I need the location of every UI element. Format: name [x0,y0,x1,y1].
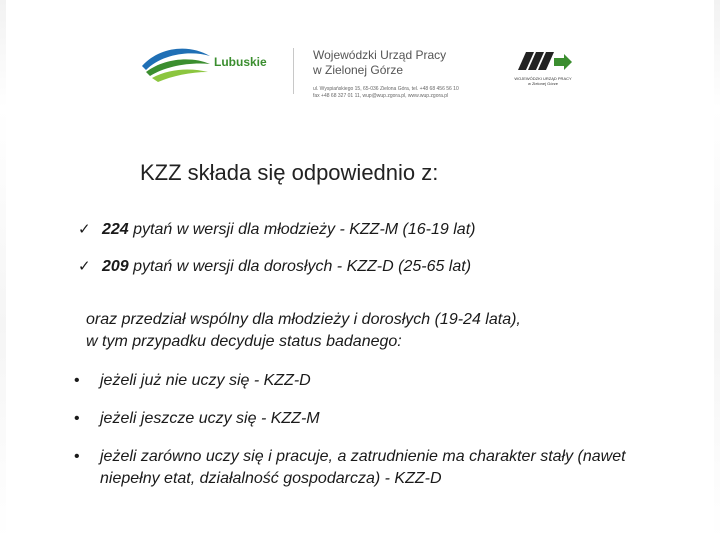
question-count: 209 [102,258,129,275]
bullet-dot-icon: • [74,410,80,427]
question-count: 224 [102,221,129,238]
list-item [74,370,674,392]
office-name-line1: Wojewódzki Urząd Pracy [313,48,447,62]
bullet-text: jeżeli jeszcze uczy się - KZZ-M [100,410,320,427]
address-line2: fax +48 68 327 01 11, wup@wup.zgora.pl, www.wup.zgora.pl [313,93,449,99]
address-line1: ul. Wyspiańskiego 15, 65-036 Zielona Góra, tel. +48 68 456 56 10 [313,86,459,92]
logo-caption-line2: w Zielonej Górze [527,81,558,86]
slide-header [0,0,720,120]
office-name [313,48,446,78]
office-address [313,86,459,100]
check-mark-icon: ✓ [78,258,91,275]
intro-paragraph [86,309,686,353]
page-title: KZZ składa się odpowiednio z: [140,160,439,185]
check-item-text: pytań w wersji dla młodzieży - KZZ-M (16-19 lat) [128,221,476,238]
check-item [78,257,475,294]
header-divider [293,48,294,94]
intro-line2: w tym przypadku decyduje status badanego: [86,333,402,350]
check-item [78,220,475,257]
list-item [74,408,674,430]
intro-line1: oraz przedział wspólny dla młodzieży i dorosłych (19-24 lata), [86,311,521,328]
office-name-line2: w Zielonej Górze [313,63,404,77]
check-item-text: pytań w wersji dla dorosłych - KZZ-D (25-65 lat) [128,258,472,275]
bullet-text: jeżeli już nie uczy się - KZZ-D [100,372,311,389]
lubuskie-brand-text: Lubuskie [214,55,267,69]
bullet-list [74,370,674,506]
bullet-dot-icon: • [74,372,80,389]
list-item [74,446,674,490]
logo-caption-line1: WOJEWÓDZKI URZĄD PRACY [514,76,572,81]
check-mark-icon: ✓ [78,221,91,238]
bullet-dot-icon: • [74,448,80,465]
check-list [78,220,475,294]
bullet-text: jeżeli zarówno uczy się i pracuje, a zatrudnienie ma charakter stały (nawet niepełny etat, działalność gospodarcza) - KZZ-D [100,448,626,487]
wup-logo-caption [512,76,574,86]
